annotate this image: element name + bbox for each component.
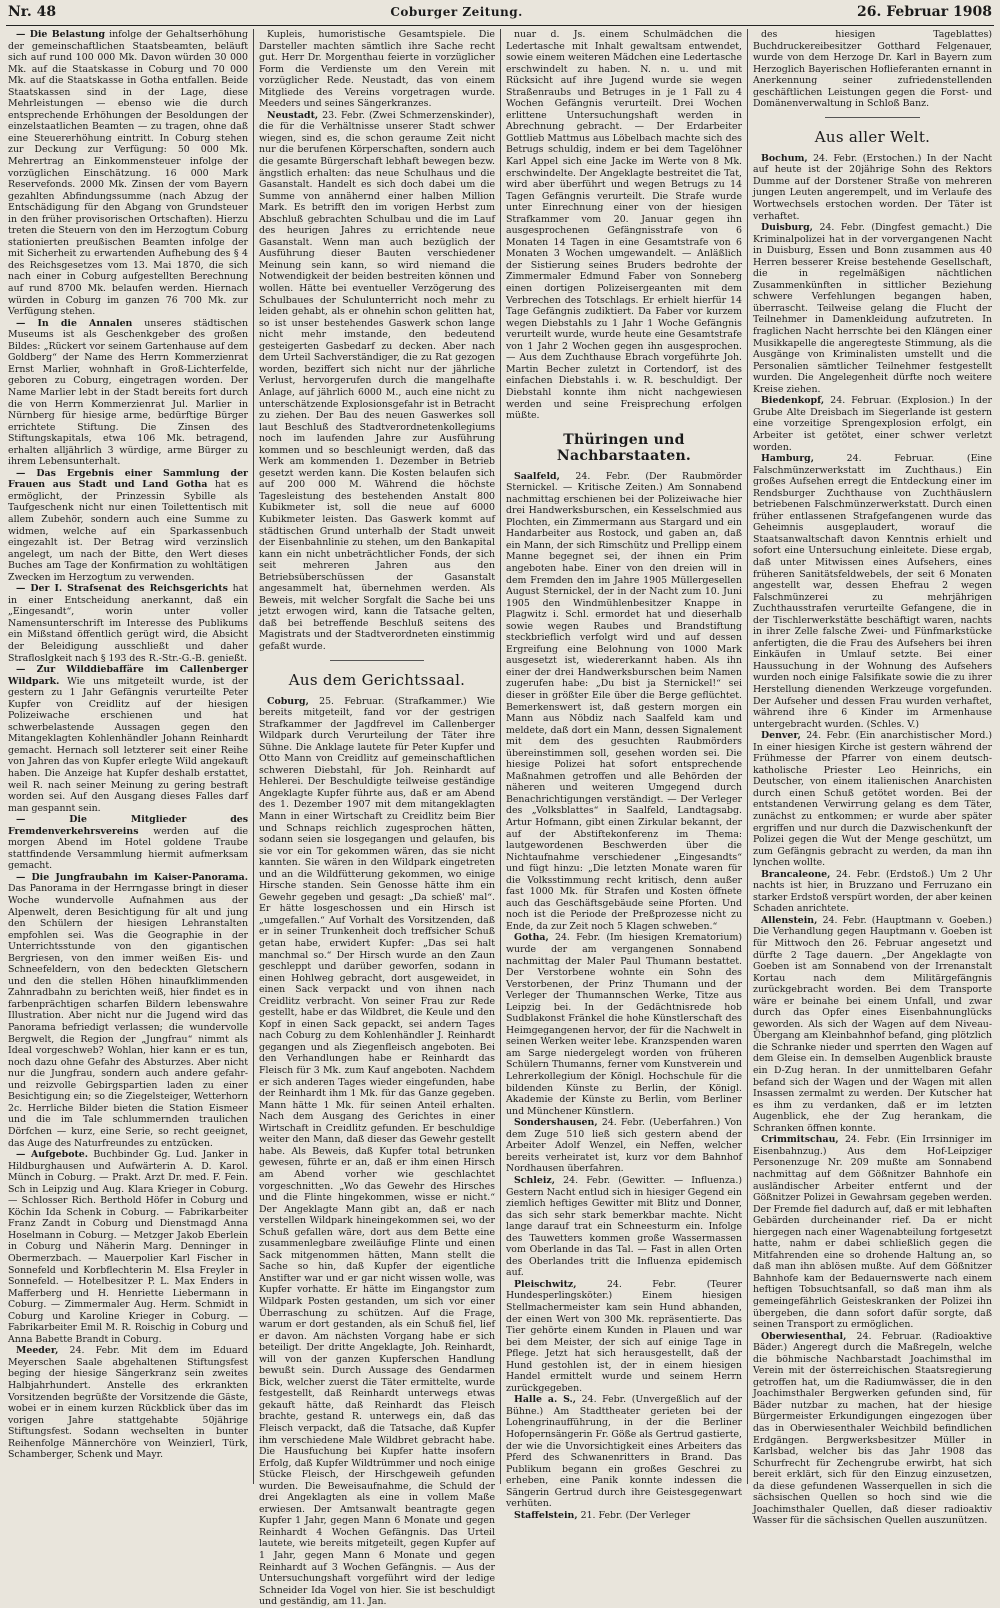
article-text: des hiesigen Tageblattes) Buchdruckereibesitzer Gotthard Felgenauer, wurde von dem Herzoge Dr. Karl in Bayern zum Herzoglich Bayerischen Hoflieferanten ernannt in Anerkennung seiner zufriedenstellenden geschäftlichen Leistungen gegen die Forst- und Domänenverwaltung in Schloß Banz.	[753, 29, 992, 110]
article-lead: Bochum,	[761, 152, 808, 164]
article-paragraph	[753, 29, 992, 110]
article-lead: Biedenkopf,	[761, 395, 825, 407]
article-paragraph	[506, 1279, 742, 1394]
article-paragraph	[259, 29, 495, 110]
article-paragraph	[8, 1149, 248, 1345]
article-lead: Hamburg,	[761, 453, 814, 465]
article-lead: — Die Jungfraubahn im Kaiser-Panorama.	[16, 871, 248, 883]
article-lead: Coburg,	[267, 695, 309, 707]
article-text: nuar d. Js. einem Schulmädchen die Ledertasche mit Inhalt gewaltsam entwendet, sowie einem weiteren Mädchen eine Ledertasche erschwindelt zu haben. N. n. u. und mit Rücksicht auf ihre Jugend wurde sie wegen Straßenraubs und Betruges in je 1 Fall zu 4 Wochen Gefängnis verurteilt. Drei Wochen erlittene Untersuchungshaft werden in Abrechnung gebracht. — Der Erdarbeiter Gottlieb Mattmus aus Löbelbach machte sich des Betrugs schuldig, indem er bei dem Tagelöhner Karl Appel sich eine Jacke im Werte von 8 Mk. erschwindelte. Der Angeklagte bestreitet die Tat, wird aber überführt und wegen Betrugs zu 14 Tagen Gefängnis verurteilt. Die Strafe wurde unter Einrechnung einer von der hiesigen Strafkammer vom 20. Januar gegen ihn ausgesprochenen Gefängnisstrafe von 6 Monaten 14 Tagen in eine Gesamtstrafe von 6 Monaten 3 Wochen umgewandelt. — Anläßlich der Sistierung seines Bruders bedrohte der Zimmermaler Edmund Faber von Sonneberg einen dortigen Polizeisergeanten mit dem Verbrechen des Totschlags. Er erhielt hierfür 14 Tage Gefängnis zudiktiert. Da Faber vor kurzem wegen Diebstahls zu 1 Jahr 1 Woche Gefängnis verurteilt wurde, wurde heute eine Gesamtstrafe von 1 Jahr 2 Wochen gegen ihn ausgesprochen. — Aus dem Zuchthause Ebrach vorgeführte Joh. Martin Becher zuletzt in Cortendorf, ist des einfachen Diebstahls i. w. R. beschuldigt. Der Diebstahl konnte ihm nicht nachgewiesen werden und seine Freisprechung erfolgen müßte.	[506, 29, 742, 422]
article-paragraph	[753, 869, 992, 915]
article-lead: Oberwiesenthal,	[761, 1330, 847, 1342]
article-paragraph	[8, 29, 248, 318]
article-lead: Pleischwitz,	[514, 1278, 577, 1290]
article-paragraph	[506, 471, 742, 933]
article-paragraph	[8, 872, 248, 1149]
article-lead: Meeder,	[16, 1345, 59, 1357]
article-text: unseres städtischen Museums ist als Geschenkgeber des großen Bildes: „Rückert vor seinem Gartenhause auf dem Goldberg“ der Name des Herrn Kommerzienrat Ernst Marlier, wohnhaft in Groß-Lichterfelde, geboren zu Coburg, eingetragen worden. Der Name Marlier lebt in der Stadt bereits fort durch die von Herrn Kommerzienrat Jul. Marlier in Nürnberg für hiesige arme, bedürftige Bürger errichtete Stiftung. Die Zinsen des Stiftungskapitals, etwa 106 Mk. betragend, erhalten alljährlich 3 würdige, arme Bürger zu ihrem Lebensunterhalt.	[8, 317, 248, 468]
article-text: infolge der Gehaltserhöhung der gemeinschaftlichen Staatsbeamten, beläuft sich auf rund 100 000 Mk. Davon würden 30 000 Mk. auf die Staatskasse in Coburg und 70 000 Mk. auf die Staatskasse in Gotha entfallen. Beide Staatskassen sind in der Lage, diese Mehrleistungen — ebenso wie die durch entsprechende Erhöhungen der Besoldungen der einzelstaatlichen Beamten — zu tragen, ohne daß eine Steuererhöhung eintritt. In Coburg stehen zur Deckung zur Verfügung: 50 000 Mk. Mehrertrag an Einkommensteuer infolge der vorzüglichen Einschätzung. 16 000 Mark Reservefonds. 2000 Mk. Zinsen der vom Bayern gezahlten Abfindungssumme (nach Abzug der Entschädigung für den Abgang von Grundsteuer in den früher provisorischen Ortschaften). Hierzu treten die Steuern von den im Herzogtum Coburg stationierten preußischen Beamten infolge der mit Sicherheit zu erwartenden Aufhebung des § 4 des Reichsgesetzes vom 13. Mai 1870, die sich nach einer in Coburg aufgestellten Berechnung auf rund 8700 Mk. belaufen werden. Hiernach würden in Coburg im ganzen 76 700 Mk. zur Verfügung stehen.	[8, 29, 248, 318]
article-lead: Brancaleone,	[761, 868, 831, 880]
article-text: Buchbinder Gg. Lud. Janker in Hildburghausen und Aufwärterin A. D. Karol. Münch in Coburg. — Prakt. Arzt Dr. med. F. Fein. Sch in Leipzig und Aug. Klara Krieger in Coburg. — Schlosser Rich. Berthold Höfer in Coburg und Köchin Ida Schenk in Coburg. — Fabrikarbeiter Franz Zandt in Coburg und Dienstmagd Anna Hoselmann in Coburg. — Metzger Jakob Eberlein in Coburg und Näherin Marg. Denninger in Obermerzbach. — Mauerpolier Karl Fischer in Sonnefeld und Korbflechterin M. Elsa Freyler in Sonnefeld. — Hotelbesitzer P. L. Max Enders in Mafferberg und H. Henriette Liebermann in Coburg. — Zimmermaler Aug. Herm. Schmidt in Coburg und Karoline Krieger in Coburg. — Fabrikarbeiter Emil M. R. Roischig in Coburg und Anna Babette Brandt in Coburg.	[8, 1149, 249, 1345]
section-heading: Aus dem Gerichtssaal.	[288, 670, 466, 689]
article-paragraph	[506, 1175, 742, 1279]
article-text: 25. Februar. (Strafkammer.) Wie bereits mitgeteilt, fand vor der gestrigen Strafkammer der Jagdfrevel im Callenberger Wildpark durch Verurteilung der Täter ihre Sühne. Die Anklage lautete für Peter Kupfer und Otto Mann von Creidlitz auf gemeinschaftlichen schweren Diebstahl, für Joh. Reinhardt auf Hehlerei. Der Beschuldigte teilweise geständige Angeklagte Kupfer führte aus, daß er am Abend des 1. Dezember 1907 mit dem mitangeklagten Mann in einer Wirtschaft zu Creidlitz beim Bier und Schnaps reichlich zugesprochen hätten, sodann seien sie losgegangen und gelaufen, bis sie vor ein Tor gekommen wären, das sie nicht kannten. Sie wären in den Wildpark eingetreten und an die Wildfütterung gekommen, wo einige Hirsche standen. Sein Genosse hätte ihm ein Gewehr gegeben und gesagt: „Da schieß' mal“. Er hätte losgeschossen und ein Hirsch ist „umgefallen.“ Auf Vorhalt des Vorsitzenden, daß er in seiner Trunkenheit doch treffsicher Schuß getan habe, erwidert Kupfer: „Das sei halt manchmal so.“ Der Hirsch wurde an den Zaun geschleppt und darüber geworfen, sodann in einen Hohlweg gebracht, dort ausgeweidet, in einen Sack verpackt und von ihnen nach Creidlitz verbracht. Von seiner Frau zur Rede gestellt, habe er das Wildbret, die Keule und den Kopf in einen Sack gepackt, sei andern Tages nach Coburg zu dem Kohlenhändler J. Reinhardt gegangen und als Ziegenfleisch angeboten. Bei den Verhandlungen habe er Reinhardt das Fleisch für 3 Mk. zum Kauf angeboten. Nachdem er sich anderen Tages wieder eingefunden, habe der Reinhardt ihm 1 Mk. für das Ganze gegeben. Mann hätte 1 Mk. für seinen Anteil erhalten. Nach dem Ausgang des Gerichtes in einer Wirtschaft in Creidlitz gefunden. Er beschuldige weiter den Mann, daß dieser das Gewehr gestellt habe. Als Beweis, daß Kupfer total betrunken gewesen, führte er an, daß er ihm einen Hirsch am Abend vorher wie geschlachtet vorgeschnitten. „Wo das Gewehr des Hirsches und die Flinte hingekommen, wisse er nicht.“ Der Angeklagte Mann gibt an, daß er nach verstellen Wildpark hineingekommen sei, wo der Schuß gefallen wäre, dort aus dem Bette eine zusammenlegbare zweiläufige Flinte und einen Sack mitgenommen hätten, Mann stellt die Sache so hin, daß Kupfer der eigentliche Anstifter war und er gar nicht wissen wolle, was Kupfer vorhatte. Er hätte im Eingangstor zum Wildpark Posten gestanden, um sich vor einer Überraschung zu schützen. Auf die Frage, warum er dort gestanden, als ein Schuß fiel, lief er davon. Am nächsten Vorgang habe er sich beteiligt. Der dritte Angeklagte, Joh. Reinhardt, will von der ganzen Kupferschen Handlung bewußt sein. Durch Aussage des Gendarmen Bick, welcher zuerst die Täter ermittelte, wurde festgestellt, daß Reinhardt unterwegs etwas gekauft hätte, daß Reinhardt das Fleisch brachte, gestand R. unterwegs ein, daß das Fleisch verpackt, daß die Tatsache, daß Kupfer ihm verschiedene Male Wildbret gebracht habe. Die Hausfuchung bei Kupfer hatte insofern Erfolg, daß Kupfer Wildtrümmer und noch einige Stücke Fleisch, der Hirschgeweih gefunden wurden. Die Beweisaufnahme, die Schuld der drei Angeklagten als eine in vollem Maße erwiesen. Der Amtsanwalt beantragte gegen Kupfer 1 Jahr, gegen Mann 6 Monate und gegen Reinhardt 4 Wochen Gefängnis. Das Urteil lautete, wie bereits mitgeteilt, gegen Kupfer auf 1 Jahr, gegen Mann 6 Monate und gegen Reinhardt auf 3 Wochen Gefängnis. — Aus der Untersuchungshaft vorgeführt wird der ledige Schneider Ida Vogel von hier. Sie ist beschuldigt und geständig, am 11. Jan.	[259, 695, 495, 1608]
masthead	[6, 4, 994, 26]
article-paragraph	[753, 395, 992, 453]
section-divider	[330, 660, 424, 661]
article-text: 24. Febr. (Teurer Hundesperlingsköter.) Einem hiesigen Stellmachermeister kam sein Hund abhanden, der einen Wert von 300 Mk. repräsentierte. Das Tier gehörte einem Kunden in Plauen und war bei dem Meister, der sich auf einige Tage in Pflege. Jetzt hat sich herausgestellt, daß der Hund gestohlen ist, der in einem hiesigen Handel ermittelt wurde und seinem Herrn zurückgegeben.	[506, 1278, 742, 1394]
article-paragraph	[506, 932, 742, 1117]
article-text: 21. Febr. (Der Verleger	[580, 1509, 691, 1521]
article-paragraph	[753, 222, 992, 395]
article-text: 24. Februar. (Radioaktive Bäder.) Angeregt durch die Maßregeln, welche die böhmische Nachbarstadt Joachimsthal im Verein mit der österreichischen Staatsregierung getroffen hat, um die Radiumwässer, die in den Joachimsthaler Bergwerken gefunden sind, für Bäder nutzbar zu machen, hat der hiesige Bürgermeister Erkundigungen eingezogen über das in Oberwiesenthaler Weichbild befindlichen Erdgängen. Bergwerksbesitzer Müller in Karlsbad, welcher bis das Jahr 1908 das Schurfrecht für Zechengrube erwirbt, hat sich bereit erklärt, sich für den Einzug einzusetzen, da diese gefundenen Wasserquellen in sich die sächsischen Quellen so hoch sind wie die Joachimsthaler Quellen, daß dieser radioaktiv Wasser für die sächsischen Quellen auszunützen.	[753, 1330, 992, 1527]
article-text: 24. Febr. (Gewitter. — Influenza.) Gestern Nacht entlud sich in hiesiger Gegend ein ziemlich heftiges Gewitter mit Blitz und Donner, das sich sehr stark bemerkbar machte. Nicht lange darauf trat ein Schneesturm ein. Infolge des Tauwetters kommen große Wassermassen vom Oberlande in das Tal. — Fast in allen Orten des Oberlandes tritt die Influenza epidemisch auf.	[506, 1174, 742, 1279]
article-text: 24. Febr. (Im hiesigen Krematorium) wurde der am vergangenen Sonnabend nachmittag der Maler Paul Thumann bestattet. Der Verstorbene wohnte ein Sohn des Verstorbenen, der Prinz Thumann und der Verleger der Thumannschen Werke, Titze aus Leipzig bei. In der Gedächtnisrede hob Sudblakonst Fränkel die hohe Künstlerschaft des Heimgegangenen hervor, der für die Nachwelt in seinen Werken weiter lebe. Kranzspenden waren am Sarge niedergelegt worden von früheren Schülern Thumanns, ferner vom Kunstverein und Lehrerkollegium der Königl. Hochschule für die bildenden Künste zu Berlin, der Königl. Akademie der Künste zu Berlin, vom Berliner und Münchener Künstlern.	[506, 932, 742, 1117]
article-paragraph	[8, 664, 248, 814]
article-paragraph	[8, 318, 248, 468]
article-text: Kupleis, humoristische Gesamtspiele. Die Darsteller machten sämtlich ihre Sache recht gut. Herr Dr. Morgenthau feierte in vorzüglicher Form die Verdienste um den Verein mit vorzüglicher Rede. Neustadt, das von einem Mitgliede des Vereins vorgetragen wurde. Meeders und seines Sängerkranzes.	[259, 29, 495, 110]
article-lead: Schleiz,	[514, 1174, 555, 1186]
columns	[6, 29, 994, 1608]
article-paragraph	[506, 1117, 742, 1175]
article-text: hat es ermöglicht, der Prinzessin Sybille als Taufgeschenk nicht nur einen Toilettentisch mit allem Zubehör, sondern auch eine Summe zu widmen, welche auf ein Sparkassenbuch eingezahlt ist. Der Betrag wird verzinslich angelegt, um nach der Bitte, den Wert dieses Buches am Tage der Konfirmation zu wohltätigen Zwecken im Herzogtum zu verwenden.	[8, 479, 249, 583]
issue-number: Nr. 48	[8, 4, 57, 20]
article-paragraph	[259, 110, 495, 653]
column-3	[500, 29, 747, 1521]
article-lead: Saalfeld,	[514, 470, 560, 482]
article-lead: Crimmitschau,	[761, 1134, 839, 1146]
article-paragraph	[506, 1510, 742, 1522]
article-paragraph	[8, 468, 248, 583]
article-lead: Gotha,	[514, 932, 549, 944]
article-text: 24. Febr. (Erdstoß.) Um 2 Uhr nachts ist hier, in Bruzzano und Ferruzano ein starker Erdstoß verspürt worden, der aber keinen Schaden anrichtete.	[753, 868, 992, 915]
article-lead: — Die Mitglieder des Fremdenverkehrsvereins	[8, 814, 248, 837]
article-paragraph	[753, 153, 992, 222]
article-text: 24. Febr. (Ueberfahren.) Von dem Zuge 510 ließ sich gestern abend der Arbeiter Adolf Wenzel, ein Neffen, welcher bereits verheiratet ist, kurz vor dem Bahnhof Nordhausen überfahren.	[506, 1117, 742, 1175]
article-text: 24. Febr. (Erstochen.) In der Nacht auf heute ist der 20jährige Sohn des Rektors Dumme auf der Dorstener Straße von mehreren jungen Leuten angerempelt, und im Verlaufe des Wortwechsels erstochen worden. Der Täter ist verhaftet.	[753, 152, 993, 222]
article-lead: Staffelstein,	[514, 1509, 578, 1521]
article-paragraph	[8, 814, 248, 872]
article-paragraph	[8, 583, 248, 664]
column-2	[253, 29, 500, 1608]
article-paragraph	[753, 453, 992, 730]
article-lead: Denver,	[761, 730, 801, 742]
article-text: 24. Febr. Mit dem im Eduard Meyerschen Saale abgehaltenen Stiftungsfest beging der hiesige Sängerkranz sein zweites Halbjahrhundert. Anstelle des erkrankten Vorsitzenden begrüßte der Vorsitzende die Gäste, wobei er in einem kurzen Rückblick über das im vorigen Jahre stattgehabte 50jährige Stiftungsfest. Sodann wechselten in bunter Reihenfolge Männerchöre von Weinzierl, Türk, Schamberger, Schenk und Mayr.	[8, 1345, 248, 1461]
article-lead: Allenstein,	[761, 914, 818, 926]
section-divider	[825, 117, 921, 118]
article-lead: Duisburg,	[761, 222, 813, 234]
issue-date: 26. Februar 1908	[857, 4, 992, 20]
newspaper-title: Coburger Zeitung.	[390, 5, 523, 19]
article-lead: — Der I. Strafsenat des Reichsgerichts	[16, 583, 228, 595]
article-lead: Neustadt,	[267, 109, 319, 121]
article-paragraph	[753, 730, 992, 869]
article-text: 24. Febr. (Dingfest gemacht.) Die Kriminalpolizei hat in der vorvergangenen Nacht in Duisburg, Essen und Bonn zusammen aus 40 Herren besserer Kreise bestehende Gesellschaft, die in regelmäßigen nächtlichen Zusammenkünften in sittlicher Beziehung schwere Verfehlungen begangen haben, überrascht. Teilweise gelang die Flucht der Teilnehmer in Damenkleidung aufzutreten. In fraglichen Nacht herrschte bei den Klängen einer Musikkapelle die angeregteste Stimmung, als die Ausgänge von Kriminalisten umstellt und die Personalien sämtlicher Teilnehmer festgestellt wurden. Die Angelegenheit dürfte noch weitere Kreise ziehen.	[753, 222, 992, 395]
article-paragraph	[753, 915, 992, 1134]
article-text: 24. Febr. (Ein anarchistischer Mord.) In einer hiesigen Kirche ist gestern während der Frühmesse der Pfarrer von einem deutsch-katholische Priester Leo Heinrichs, ein Deutscher, von einem italienischen Anarchisten durch einen Schuß getötet worden. Bei der entstandenen Verwirrung gelang es dem Täter, zunächst zu entkommen; er wurde aber später ergriffen und nur durch die Dazwischenkunft der Polizei gegen die Wut der Menge geschützt, um zum Gefängnis gebracht zu werden, da man ihn lynchen wollte.	[753, 730, 992, 869]
article-lead: Halle a. S.,	[514, 1394, 577, 1406]
article-paragraph	[8, 1345, 248, 1460]
article-paragraph	[753, 1134, 992, 1330]
article-lead: — Die Belastung	[16, 29, 106, 40]
article-text: 24. Febr. (Der Raubmörder Sternickel. — Kritische Zeiten.) Am Sonnabend nachmittag erschienen bei der Polizeiwache hier drei Handwerksburschen, ein Kesselschmied aus Plochten, ein Zimmermann aus Stargard und ein Handarbeiter aus Rostock, und gaben an, daß ein Mann, der sich Rimschütz und Prellipp einem Manne begegnet sei, der ihnen ein Prim angeboten habe. Einer von den dreien will in dem Fremden den im Jahre 1905 Müllergesellen August Sternickel, der in der Nacht zum 10. Juni 1905 den Windmühlenbesitzer Knappe in Plagwitz i. Schl. ermordet hat und dieserhalb sowie wegen Raubes und Brandstiftung steckbrieflich verfolgt wird und auf dessen Ergreifung eine Belohnung von 1000 Mark ausgesetzt ist, wiedererkannt haben. Als ihn einer der drei Handwerksburschen beim Namen zugerufen habe: „Du bist ja Sternickel!“ sei dieser in größter Eile über die Berge geflüchtet. Bemerkenswert ist, daß gestern morgen ein Mann aus Nöbdiz nach Saalfeld kam und meldete, daß dort ein Mann, dessen Signalement mit dem des gesuchten Raubmörders übereinstimmen soll, gesehen worden sei. Die hiesige Polizei hat sofort entsprechende Maßnahmen getroffen und alle Behörden der näheren und weiteren Umgegend durch Benachrichtigungen verständigt. — Der Verleger des „Volksblattes“ in Saalfeld, Landtagsabg. Artur Hofmann, gibt einen Zirkular bekannt, der auf der Abstiftekonferenz im Thema: lautgewordenen Beschwerden über die Nichtaufnahme verschiedener „Eingesandts“ und fügt hinzu: „Die letzten Monate waren für die Volksstimmung recht kritisch, denn außer fast 1000 Mk. für Strafen und Kosten öffnete auch das Geschäftsgebäude seine Pforten. Und noch ist die Periode der Preßprozesse nicht zu Ende, da zur Zeit noch 5 Klagen schweben.“	[506, 470, 742, 932]
article-lead: — Aufgebote.	[16, 1149, 89, 1161]
article-lead: — In die Annalen	[16, 317, 133, 329]
article-text: hat in einer Entscheidung anerkannt, daß ein „Eingesandt“, worin unter voller Namensunterschrift im Interesse des Publikums ein Mißstand öffentlich gerügt wird, die Absicht der Beleidigung ausschließt und daher Strafloslgkeit nach § 193 des R.-Str.-G.-B. genießt.	[8, 583, 249, 664]
article-text: werden auf die morgen Abend im Hotel goldene Traube stattfindende Versammlung hiermit aufmerksam gemacht.	[8, 825, 248, 872]
article-text: 24. Februar. (Eine Falschmünzerwerkstatt im Zuchthaus.) Ein großes Aufsehen erregt die Entdeckung einer im Rendsburger Zuchthause von Zuchthäuslern betriebenen Falschmünzerwerkstatt. Durch einen früher entlassenen Strafgefangenen wurde das Geheimnis ausgeplaudert, worauf die Staatsanwaltschaft davon Kenntnis erhielt und sofort eine Untersuchung einleitete. Diese ergab, daß unter Mitwissen eines Aufsehers, eines früheren Sanitätsfeldwebels, der seit 6 Monaten angestellt war, dessen Ehefrau 2 wegen Falschmünzerei zu mehrjährigen Zuchthausstrafen verurteilte Gefangene, die in der Tischlerwerkstätte beschäftigt waren, nachts in ihrer Zelle falsche Zwei- und Fünfmarkstücke anfertigten, die die Frau des Aufsehers bei ihren Einkäufen in Umlauf setzte. Bei einer Haussuchung in der Wohnung des Aufsehers wurden noch einige Falsifikate sowie die zu ihrer Herstellung dienenden Werkzeuge vorgefunden. Der Aufseher und dessen Frau wurden verhaftet, während ihre 6 Kinder im Armenhause untergebracht wurden. (Schles. V.)	[753, 453, 992, 730]
article-paragraph	[259, 696, 495, 1608]
article-text: 23. Febr. (Zwei Schmerzenskinder), die für die Verhältnisse unserer Stadt schwer wiegen, sind es, die schon geraume Zeit nicht nur die berufenen Körperschaften, sondern auch die gesamte Bürgerschaft lebhaft bewegen bezw. ängstlich erhalten: das neue Schulhaus und die Gasanstalt. Handelt es sich doch dabei um die Summe von annähernd einer halben Million Mark. Es betrifft den im vorigen Herbst zum Abschluß gebrachten Schulbau und die im Lauf des heurigen Jahres zu errichtende neue Gasanstalt. Wenn man auch bezüglich der Ausführung dieser Bauten verschiedener Meinung sein kann, so wird niemand die Notwendigkeit der beiden bestreiten können und wollen. Hätte bei eventueller Verzögerung des Schulbaues der Schulunterricht noch mehr zu leiden gehabt, als er ohnehin schon gelitten hat, so ist unser bestehendes Gaswerk schon lange nicht mehr imstande, den bedeutend gesteigerten Gasbedarf zu decken. Aber nach dem Urteil Sachverständiger, die zu Rat gezogen worden, beziffert sich nicht nur der jährliche Verlust, hervorgerufen durch die mangelhafte Anlage, auf jährlich 6000 M., auch eine nicht zu unterschätzende Explosionsgefahr ist in Betracht zu ziehen. Der Bau des neuen Gaswerkes soll laut Beschluß des Stadtverordnetenkollegiums noch im laufenden Jahre zur Ausführung kommen und so beschleunigt werden, daß das Werk am kommenden 1. Dezember in Betrieb gesetzt werden kann. Die Kosten belaufen sich auf 200 000 M. Während die höchste Tagesleistung des bestehenden Anstalt 800 Kubikmeter ist, soll die neue auf 6000 Kubikmeter leisten. Das Gaswerk kommt auf städtischen Grund unterhalb der Stadt unweit der Eisenbahnlinie zu stehen, um den Bankapital kann ein nicht unbeträchtlicher Fonds, der sich seit mehreren Jahren aus den Betriebsüberschüssen der Gasanstalt angesammelt hat, übernehmen werden. Als Beweis, mit welcher Sorgfalt die Sache bei uns jetzt erwogen wird, kann die Tatsache gelten, daß bei betreffende Beschluß seitens des Magistrats und der Stadtverordneten einstimmig gefaßt wurde.	[259, 109, 496, 652]
article-lead: Sondershausen,	[514, 1117, 598, 1129]
section-heading: Aus aller Welt.	[814, 127, 931, 146]
article-lead: — Das Ergebnis einer Sammlung der Frauen aus Stadt und Land Gotha	[8, 467, 248, 491]
article-paragraph	[506, 29, 742, 422]
article-text: 24. Febr. (Unvergeßlich auf der Bühne.) Am Stadttheater gerieten bei der Lohengrinaufführung, in der die Berliner Hofopernsängerin Fr. Göße als Gertrud gastierte, der wie die Unvorsichtigkeit eines Arbeiters das Pferd des Schwanenritters in Brand. Das Publikum begann ein großes Geschrei zu erheben, eine Panik konnte indessen die Sängerin Gertrud durch ihre Geistesgegenwart verhüten.	[506, 1394, 743, 1510]
article-text: 24. Febr. (Ein Irrsinniger im Eisenbahnzug.) Aus dem Hof-Leipziger Personenzuge Nr. 209 mußte am Sonnabend nachmittag auf dem Gößnitzer Bahnhofe ein ausländischer Arbeiter entfernt und der Gößnitzer Polizei in Gewahrsam gegeben werden. Der Fremde fiel dadurch auf, daß er mit lebhaften Gebärden durcheinander rief. Da er nicht hiergegen nach einer Wagenabteilung fortgesetzt hatte, nahm er dabei schließlich gegen die Mitfahrenden eine so drohende Haltung an, so daß man ihn ablösen mußte. Auf dem Gößnitzer Bahnhofe kam der Bedauernswerte nach einem heftigen Tobsuchtsanfall, so daß man ihm als gemeingefährlich Geisteskranken der Polizei ihn übergeben, die dann sofort dafür sorgte, daß seinen Transport zu ermöglichen.	[753, 1134, 992, 1331]
article-text: 24. Februar. (Explosion.) In der Grube Alte Dreisbach im Siegerlande ist gestern eine vorzeitige Sprengexplosion erfolgt, ein Arbeiter ist getötet, einer schwer verletzt worden.	[753, 395, 993, 453]
section-heading: Thüringen und Nachbarstaaten.	[556, 431, 692, 464]
article-text: 24. Febr. (Hauptmann v. Goeben.) Die Verhandlung gegen Hauptmann v. Goeben ist für Mittwoch den 26. Februar angesetzt und dürfte 2 Tage dauern. „Der Angeklagte von Goeben ist am Sonnabend von der Irrenanstalt Kortau nach dem Militärgefängnis zurückgebracht worden. Bei dem Transporte wäre er beinahe bei einem Unfall, und zwar durch das Opfer eines Eisenbahnunglücks geworden. Als sich der Wagen auf dem Niveau-Übergang am Kleinbahnhof befand, ging plötzlich die Schranke nieder und sperrten den Wagen auf dem Gleise ein. In demselben Augenblick brauste ein D-Zug heran. In der unmittelbaren Gefahr befand sich der Wagen und der Wagen mit allen Insassen zermalmt zu werden. Der Kutscher hat es ihm zu verdanken, daß er im letzten Augenblick, ehe der Zug herankam, die Schranken öffnen konnte.	[753, 914, 992, 1134]
column-1	[6, 29, 253, 1484]
article-lead: — Zur Wilddiebaffäre im Callenberger Wildpark.	[8, 664, 248, 687]
column-4	[747, 29, 994, 1527]
article-paragraph	[506, 1394, 742, 1509]
article-paragraph	[753, 1331, 992, 1527]
article-text: Wie uns mitgeteilt wurde, ist der gestern zu 1 Jahr Gefängnis verurteilte Peter Kupfer von Creidlitz auf der hiesigen Polizeiwache erschienen und hat schwerbelastende Aussagen gegen den Mitangeklagten Kohlenhändler Johann Reinhardt gemacht. Hernach soll letzterer seit einer Reihe von Jahren das von Kupfer erlegte Wild angekauft haben. Die Anzeige hat Kupfer deshalb erstattet, weil R. nach seiner Meinung zu gering bestraft worden sei. Auf den Ausgang dieses Falles darf man gespannt sein.	[8, 675, 248, 814]
article-text: Das Panorama in der Herrngasse bringt in dieser Woche wundervolle Aufnahmen aus der Alpenwelt, deren Besichtigung für alt und jung den Schülern der hiesigen Lehranstalten empfohlen sei. Was die Geographie in der Unterrichtsstunde von den gigantischen Bergriesen, von den immer weißen Eis- und Schneefeldern, von den bedeckten Gletschern und den die stellen Höhen hinaufklimmenden Zahnradbahn zu berichten weiß, hier findet es in farbenprächtigen scharfen Bildern lebenswahre Illustration. Aber nicht nur die Jugend wird das Panorama befriedigt verlassen; die wundervolle Bergwelt, die Region der „Jungfrau“ nimmt als Ideal vorgeschweb? Wohlan, hier kann er es tun, noch dazu ohne Gefahr des Absturzes. Aber nicht nur die Jungfrau, sondern auch andere gefahr- und reizvolle Gebirgspartien laden zu einer Besichtigung ein; so die Ziegelsteiger, Wetterhorn 2c. Herrliche Bilder bieten die Station Eismeer und die im Tale schlummernden traulichen Dörfchen — kurz, eine Serie, so recht geeignet, das Auge des Naturfreundes zu entzücken.	[8, 883, 248, 1149]
